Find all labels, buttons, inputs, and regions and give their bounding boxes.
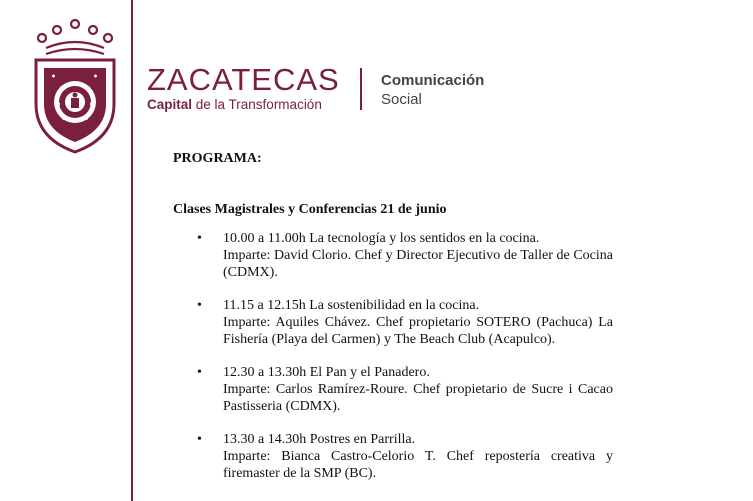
list-item	[173, 431, 613, 482]
department-line1: Comunicación	[381, 72, 485, 89]
department	[381, 72, 484, 109]
bullet-icon: •	[197, 432, 202, 447]
tagline	[147, 97, 340, 113]
item-description: Imparte: Bianca Castro-Celorio T. Chef repostería creativa y firemaster de la SMP (BC).	[223, 449, 613, 481]
bullet-icon: •	[197, 298, 202, 313]
item-title: 10.00 a 11.00h La tecnología y los sentidos en la cocina.	[223, 231, 540, 246]
list-item	[173, 230, 613, 281]
department-line2: Social	[381, 91, 422, 108]
program-heading: PROGRAMA:	[173, 151, 262, 166]
list-item	[173, 364, 613, 415]
item-title: 11.15 a 12.15h La sostenibilidad en la cocina.	[223, 298, 480, 313]
item-title: 12.30 a 13.30h El Pan y el Panadero.	[223, 365, 430, 380]
item-description: Imparte: Carlos Ramírez-Roure. Chef propietario de Sucre i Cacao Pastisseria (CDMX).	[223, 382, 613, 414]
wordmark	[147, 64, 340, 113]
item-description: Imparte: Aquiles Chávez. Chef propietario SOTERO (Pachuca) La Fishería (Playa del Carmen) y The Beach Club (Acapulco).	[223, 315, 613, 347]
item-title: 13.30 a 14.30h Postres en Parrilla.	[223, 432, 416, 447]
header-separator	[360, 68, 362, 110]
document-body	[173, 150, 613, 498]
margin-rule	[131, 0, 133, 501]
item-description: Imparte: David Clorio. Chef y Director Ejecutivo de Taller de Cocina (CDMX).	[223, 248, 613, 280]
program-subheading: Clases Magistrales y Conferencias 21 de junio	[173, 202, 447, 217]
logo-name: ZACATECAS	[147, 62, 340, 97]
zacatecas-crest-logo	[32, 14, 118, 154]
tagline-bold: Capital	[147, 97, 193, 112]
bullet-icon: •	[197, 231, 202, 246]
list-item	[173, 297, 613, 348]
bullet-icon: •	[197, 365, 202, 380]
program-list	[173, 230, 613, 482]
tagline-rest: de la Transformación	[192, 97, 322, 112]
